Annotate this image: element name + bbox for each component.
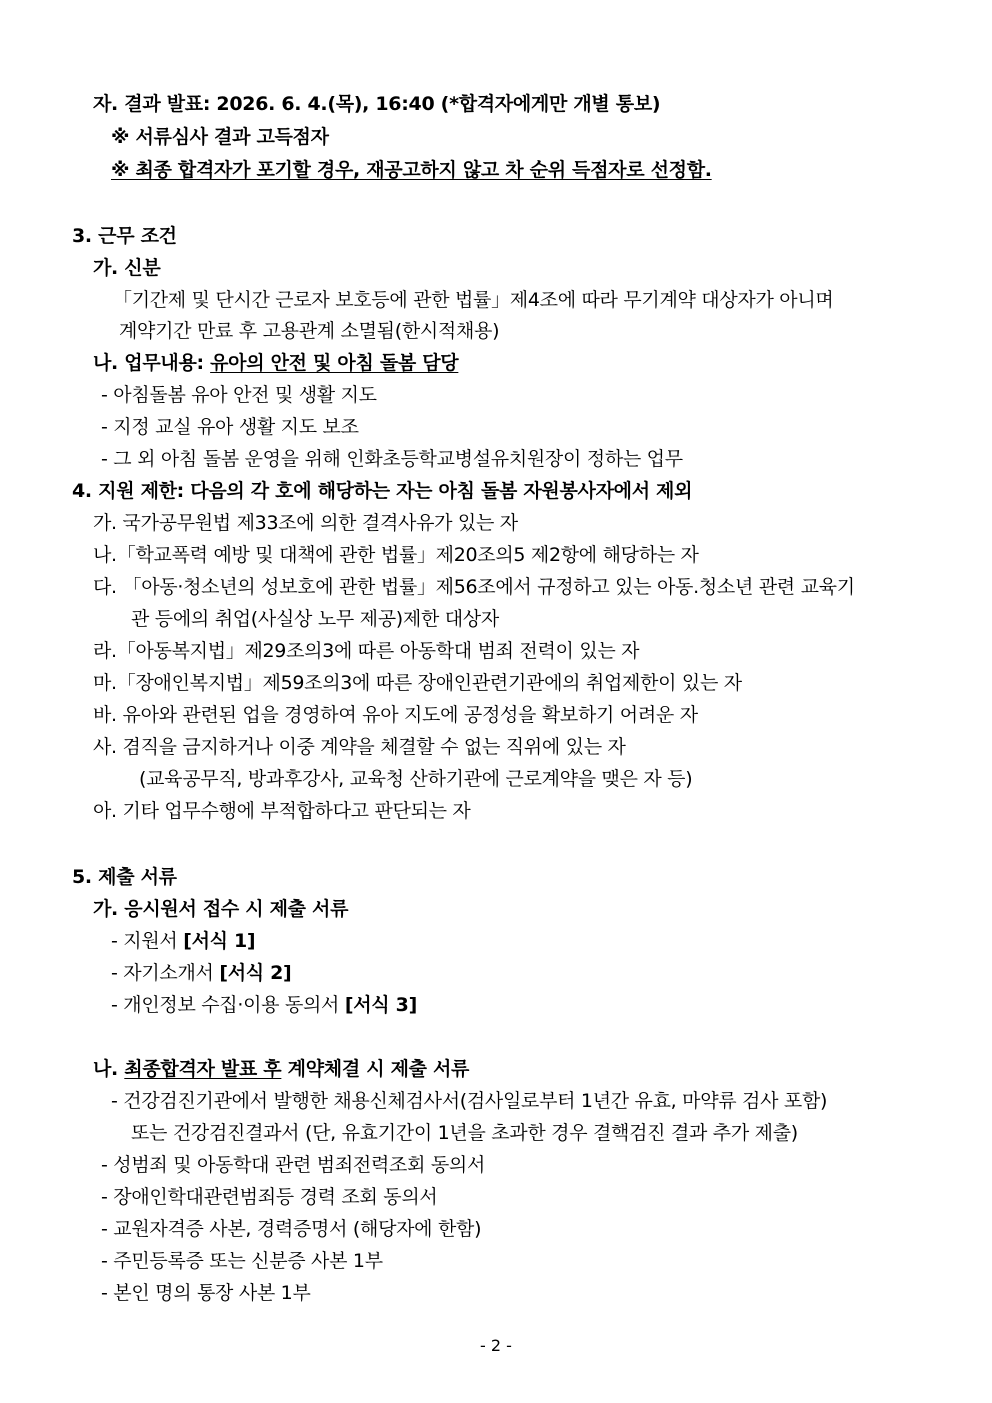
section-4-item-ba: 바. 유아와 관련된 업을 경영하여 유아 지도에 공정성을 확보하기 어려운 자: [93, 704, 698, 726]
section-4-item-ma: 마.「장애인복지법」제59조의3에 따른 장애인관련기관에의 취업제한이 있는 자: [93, 672, 742, 694]
section-5-contract-item: - 본인 명의 통장 사본 1부: [101, 1282, 311, 1304]
section-5-application-item: - 자기소개서 [서식 2]: [111, 962, 292, 984]
result-note-forfeit: ※ 최종 합격자가 포기할 경우, 재공고하지 않고 차 순위 득점자로 선정함.: [111, 159, 712, 181]
section-3-status-line-1: 「기간제 및 단시간 근로자 보호등에 관한 법률」제4조에 따라 무기계약 대상자가 아니며: [113, 289, 834, 311]
section-4-item-da-line-1: 다. 「아동·청소년의 성보호에 관한 법률」제56조에서 규정하고 있는 아동.청소년 관련 교육기: [93, 576, 855, 598]
section-5-contract-item: - 성범죄 및 아동학대 관련 범죄전력조회 동의서: [101, 1154, 486, 1176]
duties-summary: 유아의 안전 및 아침 돌봄 담당: [210, 352, 459, 374]
section-4-item-sa-line-2: (교육공무직, 방과후강사, 교육청 산하기관에 근로계약을 맺은 자 등): [139, 768, 693, 790]
section-5-application-item: - 개인정보 수집·이용 동의서 [서식 3]: [111, 994, 417, 1016]
section-4-item-ga: 가. 국가공무원법 제33조에 의한 결격사유가 있는 자: [93, 512, 518, 534]
section-4-heading: 4. 지원 제한: 다음의 각 호에 해당하는 자는 아침 돌봄 자원봉사자에서 제외: [72, 480, 693, 502]
section-5-application-item: - 지원서 [서식 1]: [111, 930, 256, 952]
section-4-item-ra: 라.「아동복지법」제29조의3에 따른 아동학대 범죄 전력이 있는 자: [93, 640, 640, 662]
section-4-item-a: 아. 기타 업무수행에 부적합하다고 판단되는 자: [93, 800, 471, 822]
section-5-contract-item-line-1: - 건강검진기관에서 발행한 채용신체검사서(검사일로부터 1년간 유효, 마약류 검사 포함): [111, 1090, 828, 1112]
section-4-item-sa-line-1: 사. 겸직을 금지하거나 이중 계약을 체결할 수 없는 직위에 있는 자: [93, 736, 626, 758]
section-5-contract-item: - 주민등록증 또는 신분증 사본 1부: [101, 1250, 383, 1272]
section-3-status-title: 가. 신분: [93, 257, 161, 279]
section-4-item-da-line-2: 관 등에의 취업(사실상 노무 제공)제한 대상자: [131, 608, 499, 630]
section-5-contract-title: 나. 최종합격자 발표 후 계약체결 시 제출 서류: [93, 1058, 470, 1080]
result-note-high-score: ※ 서류심사 결과 고득점자: [111, 126, 329, 148]
section-3-duty-item: - 지정 교실 유아 생활 지도 보조: [101, 416, 359, 438]
section-5-contract-item: - 장애인학대관련범죄등 경력 조회 동의서: [101, 1186, 438, 1208]
section-4-item-na: 나.「학교폭력 예방 및 대책에 관한 법률」제20조의5 제2항에 해당하는 자: [93, 544, 699, 566]
result-announcement: 자. 결과 발표: 2026. 6. 4.(목), 16:40 (*합격자에게만 개별 통보): [93, 93, 661, 115]
section-3-duty-item: - 아침돌봄 유아 안전 및 생활 지도: [101, 384, 377, 406]
section-3-duty-item: - 그 외 아침 돌봄 운영을 위해 인화초등학교병설유치원장이 정하는 업무: [101, 448, 683, 470]
section-5-contract-item-line-2: 또는 건강검진결과서 (단, 유효기간이 1년을 초과한 경우 결핵검진 결과 추가 제출): [131, 1122, 798, 1144]
section-3-status-line-2: 계약기간 만료 후 고용관계 소멸됨(한시적채용): [119, 320, 500, 342]
section-5-application-title: 가. 응시원서 접수 시 제출 서류: [93, 898, 349, 920]
page-number: - 2 -: [480, 1336, 512, 1355]
section-5-contract-item: - 교원자격증 사본, 경력증명서 (해당자에 한함): [101, 1218, 482, 1240]
section-5-heading: 5. 제출 서류: [72, 866, 177, 888]
section-3-duties-title: 나. 업무내용: 유아의 안전 및 아침 돌봄 담당: [93, 352, 459, 374]
section-3-heading: 3. 근무 조건: [72, 225, 177, 247]
